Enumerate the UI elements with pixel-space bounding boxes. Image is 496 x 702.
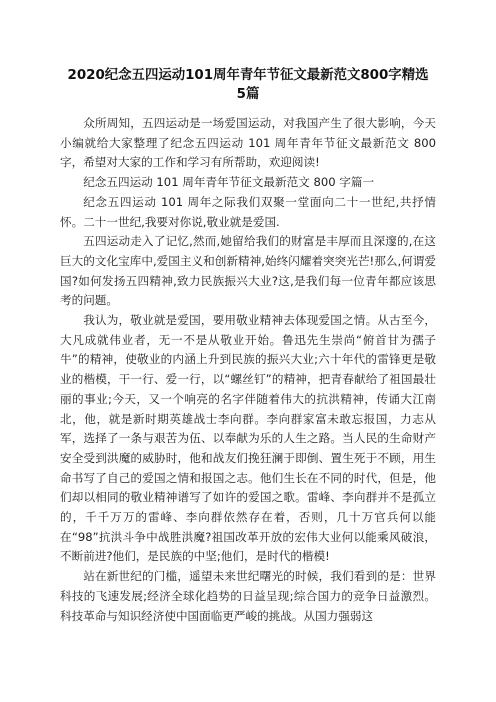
document-body [60, 114, 436, 626]
paragraph-section-heading: 纪念五四运动 101 周年青年节征文最新范文 800 字篇一 [83, 175, 375, 190]
paragraph: 五四运动走入了记忆,然而,她留给我们的财富是丰厚而且深邃的,在这巨大的文化宝库中,爱国主义和创新精神,始终闪耀着突突光芒!那么,何谓爱国?如何发扬五四精神,致力民族振兴大业?这,是我们每一位青年都应该思考的问题。 [60, 234, 436, 308]
paragraph: 纪念五四运动 101 周年之际我们双聚一堂面向二十一世纪,共抒情怀。二十一世纪,我要对你说,敬业就是爱国. [60, 194, 436, 229]
title-line-2: 5篇 [236, 87, 260, 102]
title-line-1: 2020纪念五四运动101周年青年节征文最新范文800字精选 [67, 68, 429, 83]
document-title [60, 66, 436, 104]
paragraph: 我认为，敬业就是爱国，要用敬业精神去体现爱国之情。从古至今，大凡成就伟业者，无一不是从敬业开始。鲁迅先生崇尚“俯首甘为孺子牛”的精神，使敬业的内涵上升到民族的振兴大业;六十年代的雷锋更是敬业的楷模，干一行、爱一行，以“螺丝钉”的精神，把青春献给了祖国最壮丽的事业;今天，又一个响亮的名字伴随着伟大的抗洪精神，传诵大江南北，他，就是新时期英雄战士李向群。李向群家富未敢忘报国，力志从军，选择了一条与艰苦为伍、以奉献为乐的人生之路。当人民的生命财产安全受到洪魔的威胁时，他和战友们挽狂澜于即倒、置生死于不顾，用生命书写了自己的爱国之情和报国之志。他们生长在不同的时代，但是，他们却以相同的敬业精神谱写了如许的爱国之歌。雷峰、李向群并不是孤立的，千千万万的雷峰、李向群依然存在着，否则，几十万官兵何以能在“98”抗洪斗争中战胜洪魔?祖国改革开放的宏伟大业何以能乘风破浪，不断前进?他们，是民族的中坚;他们，是时代的楷模! [60, 313, 436, 564]
paragraph-intro: 众所周知，五四运动是一场爱国运动，对我国产生了很大影响，今天小编就给大家整理了纪念五四运动 101 周年青年节征文最新范文 800 字，希望对大家的工作和学习有所帮助，欢迎阅读! [60, 116, 436, 170]
paragraph: 站在新世纪的门槛，遥望未来世纪曙光的时候，我们看到的是：世界科技的飞速发展;经济全球化趋势的日益呈现;综合国力的竞争日益激烈。科技革命与知识经济使中国面临更严峻的挑战。从国力强弱这 [60, 569, 436, 623]
